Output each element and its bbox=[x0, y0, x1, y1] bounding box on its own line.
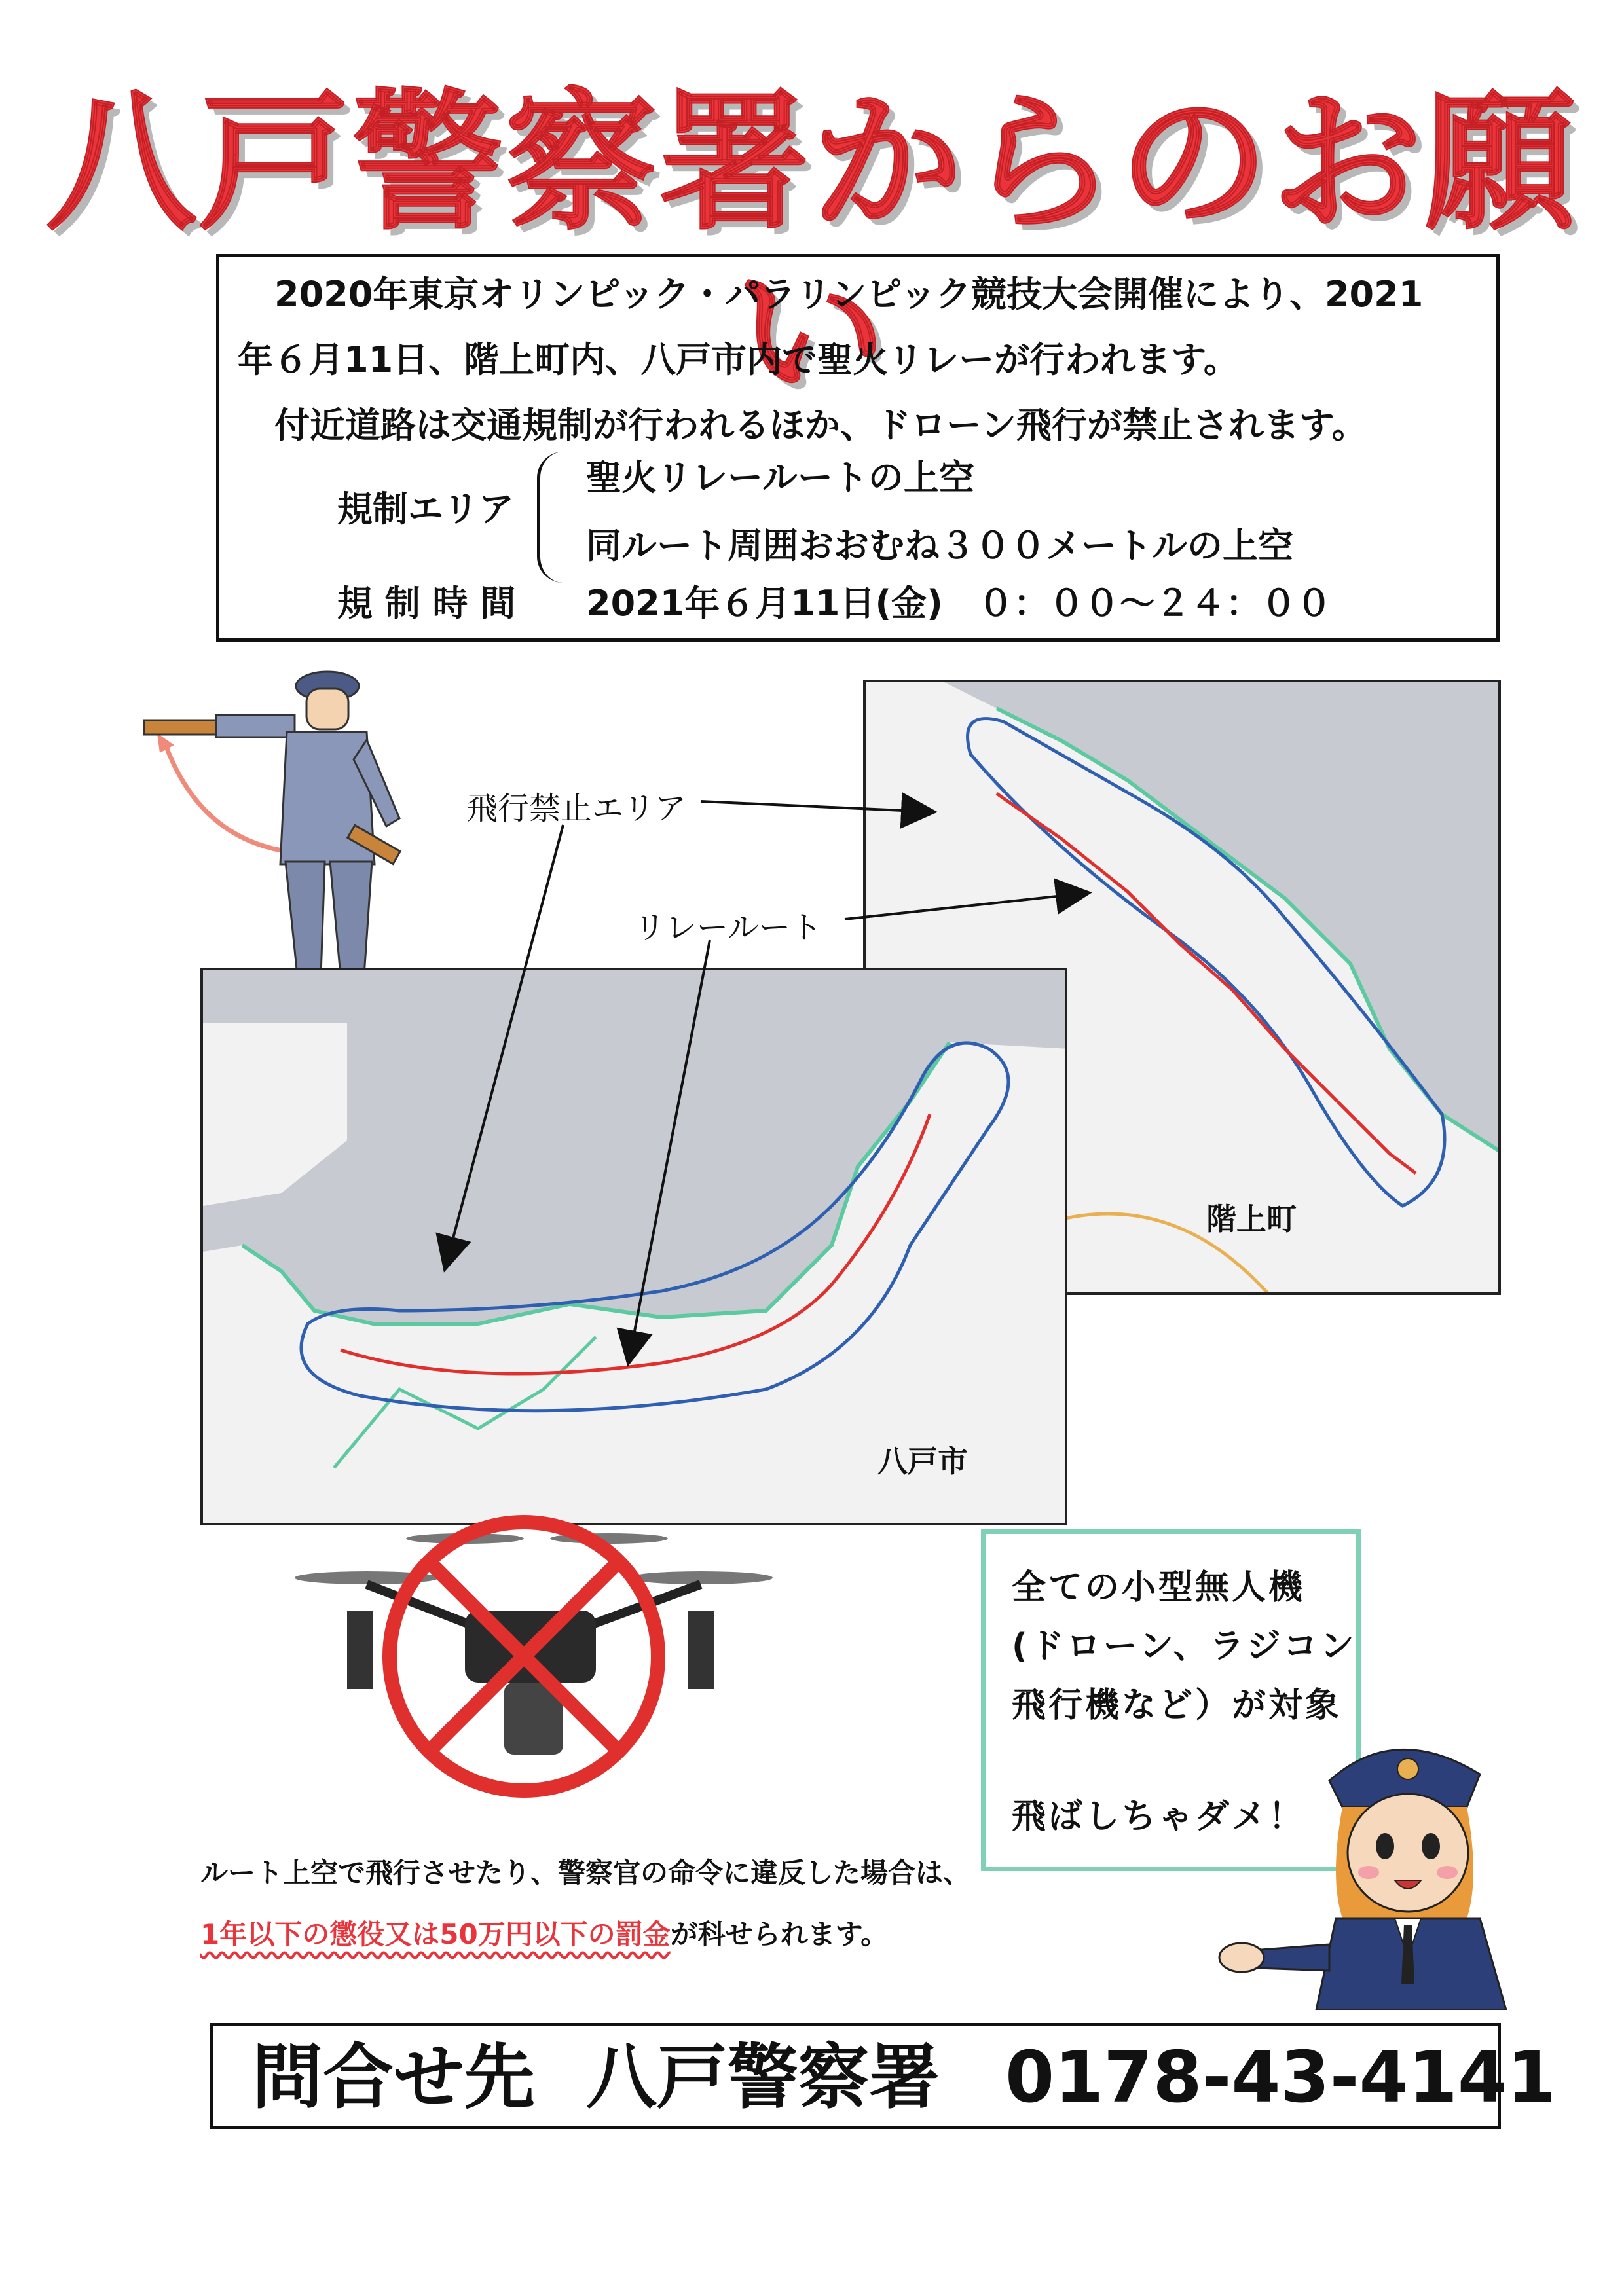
contact-box bbox=[210, 2023, 1557, 2129]
contact-label: 問合せ先 bbox=[252, 2037, 536, 2119]
notice-line-2: 年６月11日、階上町内、八戸市内で聖火リレーが行われます。 bbox=[238, 339, 1239, 380]
contact-phone: 0178-43-4141 bbox=[1005, 2037, 1557, 2119]
area-item-2: 同ルート周囲おおむね３００メートルの上空 bbox=[586, 525, 1293, 566]
contact-org: 八戸警察署 bbox=[586, 2037, 940, 2119]
time-value: 2021年６月11日(金) ０：００～２４：００ bbox=[586, 583, 1332, 624]
no-fly-area-label: 飛行禁止エリア bbox=[466, 790, 687, 827]
town-label-hachinohe: 八戸市 bbox=[877, 1444, 968, 1479]
notice-line-1: 2020年東京オリンピック・パラリンピック競技大会開催により、2021 bbox=[274, 274, 1424, 315]
penalty-text: 1年以下の懲役又は50万円以下の罰金 bbox=[200, 1918, 671, 1950]
town-label-hashikami: 階上町 bbox=[1206, 1201, 1297, 1237]
callout-line-3: 飛行機など）が対象 bbox=[1012, 1686, 1342, 1725]
warning-line-2 bbox=[200, 1913, 888, 1952]
callout-line-1: 全ての小型無人機 bbox=[1012, 1568, 1306, 1607]
female-officer-icon bbox=[1218, 1709, 1559, 2010]
time-label: 規 制 時 間 bbox=[337, 583, 516, 624]
area-label: 規制エリア bbox=[337, 488, 514, 530]
callout-line-2: (ドローン、ラジコン bbox=[1012, 1627, 1357, 1666]
callout-line-4: 飛ばしちゃダメ！ bbox=[1012, 1797, 1306, 1836]
penalty-suffix: が科せられます。 bbox=[670, 1918, 889, 1950]
notice-line-3: 付近道路は交通規制が行われるほか、ドローン飛行が禁止されます。 bbox=[274, 405, 1367, 446]
no-drone-icon bbox=[268, 1480, 792, 1820]
page-title: 八戸警察署からのお願い bbox=[45, 76, 1578, 421]
relay-route-label: リレールート bbox=[634, 909, 822, 946]
area-item-1: 聖火リレールートの上空 bbox=[586, 457, 974, 498]
warning-line-1: ルート上空で飛行させたり、警察官の命令に違反した場合は、 bbox=[200, 1857, 971, 1889]
